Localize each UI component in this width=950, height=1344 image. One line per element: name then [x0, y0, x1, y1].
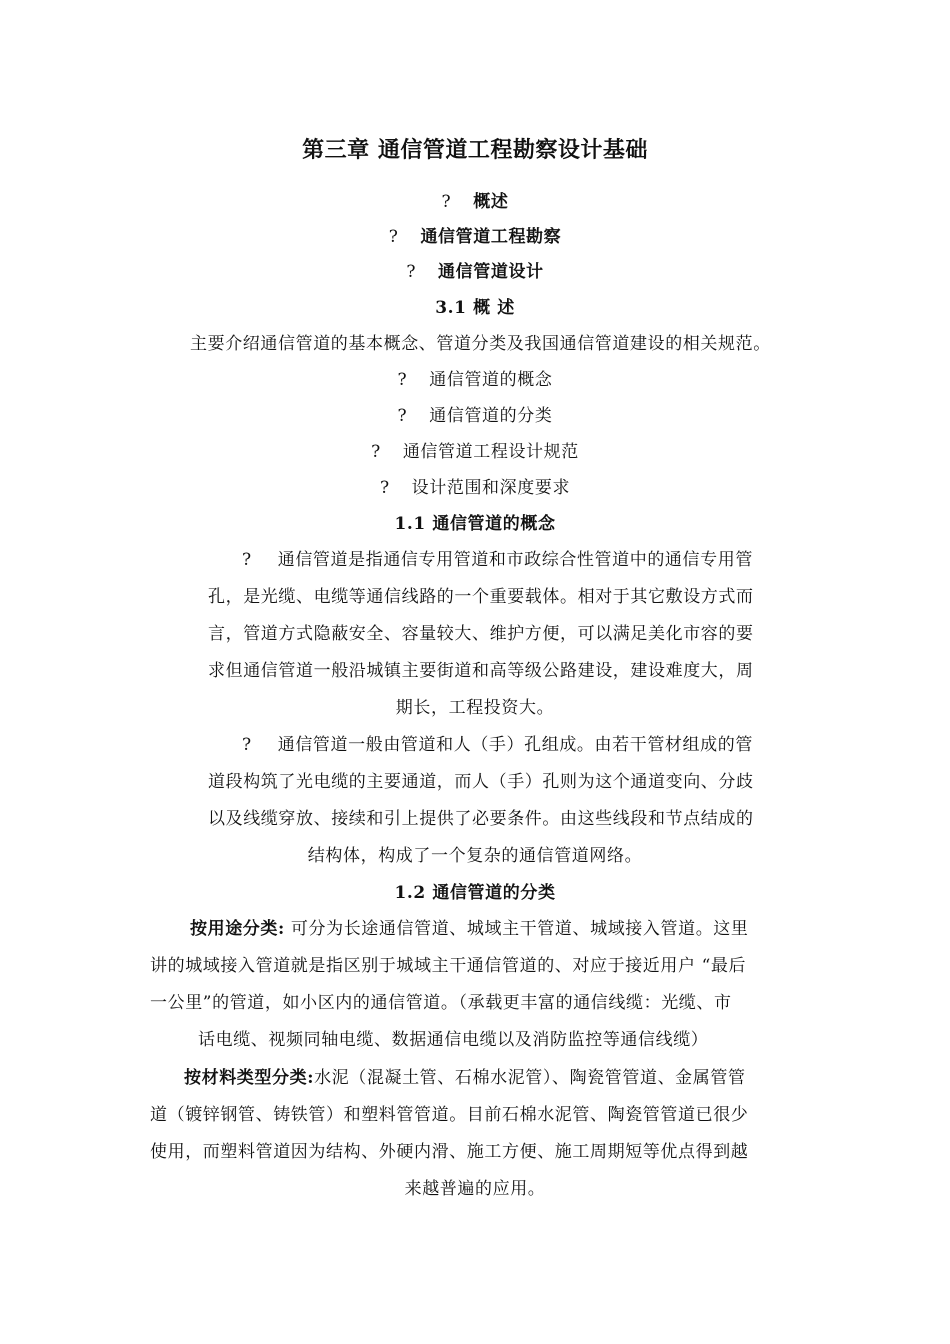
paragraph-text: 可分为长途通信管道、城域主干管道、城域接入管道。这里 — [290, 919, 749, 939]
list-item — [0, 404, 950, 428]
section-intro: 主要介绍通信管道的基本概念、管道分类及我国通信管道建设的相关规范。 — [190, 334, 771, 354]
bullet-marker: ? — [371, 442, 381, 462]
toc-item-label: 通信管道工程勘察 — [420, 227, 562, 247]
paragraph-label: 按用途分类: — [190, 919, 285, 939]
bullet-marker: ? — [441, 192, 452, 212]
list-item — [0, 368, 950, 392]
list-item — [0, 476, 950, 500]
bullet-marker: ? — [397, 406, 408, 426]
section-heading: 1.2 通信管道的分类 — [394, 883, 556, 903]
list-item-label: 设计范围和深度要求 — [411, 478, 571, 498]
paragraph-line — [242, 733, 753, 757]
section-heading: 3.1 概 述 — [435, 298, 515, 318]
toc-item — [0, 225, 950, 249]
list-item — [0, 440, 950, 464]
paragraph-line: 道（镀锌钢管、铸铁管）和塑料管管道。目前石棉水泥管、陶瓷管管道已很少 — [150, 1105, 749, 1125]
paragraph-line — [242, 548, 753, 572]
paragraph-line: 言，管道方式隐蔽安全、容量较大、维护方便，可以满足美化市容的要 — [208, 624, 754, 644]
paragraph-line: 一公里”的管道，如小区内的通信管道。（承载更丰富的通信线缆：光缆、市 — [150, 993, 732, 1013]
paragraph-text: 通信管道是指通信专用管道和市政综合性管道中的通信专用管 — [277, 550, 753, 570]
toc-item — [0, 260, 950, 284]
bullet-marker: ? — [242, 735, 252, 755]
list-item-label: 通信管道的概念 — [429, 370, 553, 390]
toc-item-label: 通信管道设计 — [438, 262, 544, 282]
paragraph-line — [184, 1066, 746, 1090]
list-item-label: 通信管道工程设计规范 — [402, 442, 579, 462]
paragraph-line: 结构体，构成了一个复杂的通信管道网络。 — [307, 846, 643, 866]
bullet-marker: ? — [242, 550, 252, 570]
paragraph-line: 来越普遍的应用。 — [404, 1179, 546, 1199]
paragraph-line: 求但通信管道一般沿城镇主要街道和高等级公路建设，建设难度大，周 — [208, 661, 754, 681]
paragraph-line: 讲的城域接入管道就是指区别于城域主干通信管道的、对应于接近用户 “最后 — [150, 956, 747, 976]
paragraph-text: 通信管道一般由管道和人（手）孔组成。由若干管材组成的管 — [277, 735, 753, 755]
paragraph-label: 按材料类型分类: — [184, 1068, 315, 1088]
list-item-label: 通信管道的分类 — [429, 406, 553, 426]
paragraph-line — [190, 917, 749, 941]
section-heading: 1.1 通信管道的概念 — [394, 514, 556, 534]
bullet-marker: ? — [388, 227, 399, 247]
toc-item-label: 概述 — [473, 192, 509, 212]
bullet-marker: ? — [379, 478, 390, 498]
chapter-title: 第三章 通信管道工程勘察设计基础 — [302, 137, 648, 163]
bullet-marker: ? — [406, 262, 417, 282]
toc-item — [0, 190, 950, 214]
paragraph-line: 话电缆、视频同轴电缆、数据通信电缆以及消防监控等通信线缆） — [198, 1030, 709, 1050]
paragraph-line: 孔，是光缆、电缆等通信线路的一个重要载体。相对于其它敷设方式而 — [208, 587, 754, 607]
paragraph-line: 使用，而塑料管道因为结构、外硬内滑、施工方便、施工周期短等优点得到越 — [150, 1142, 749, 1162]
paragraph-text: 水泥（混凝土管、石棉水泥管）、陶瓷管管道、金属管管 — [314, 1068, 746, 1088]
bullet-marker: ? — [397, 370, 408, 390]
paragraph-line: 道段构筑了光电缆的主要通道，而人（手）孔则为这个通道变向、分歧 — [208, 772, 754, 792]
paragraph-line: 期长，工程投资大。 — [395, 698, 555, 718]
paragraph-line: 以及线缆穿放、接续和引上提供了必要条件。由这些线段和节点结成的 — [208, 809, 754, 829]
